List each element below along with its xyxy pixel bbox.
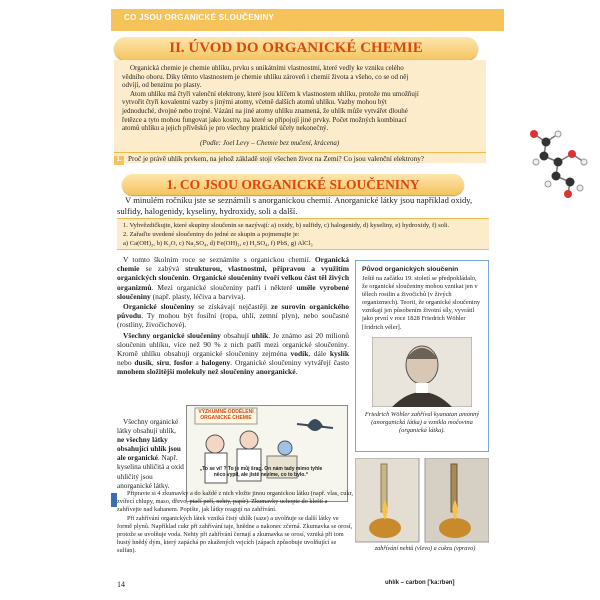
text-run-bold: ze surovin organického původu (117, 302, 349, 321)
info-box-heading: Původ organických sloučenin (362, 266, 459, 273)
intro-paragraph-1: Organická chemie je chemie uhlíku, prvku s unikátními vlastnostmi, které vedly ke vzniku celého vědního oboru. Díky těmto vlastnostem je chemie uhlíku zároveň i chemií života a všeho, co se od něj odvíjí, od benzinu po plasty. (122, 64, 409, 90)
task-line-3: a) Ca(OH)₂, b) K₂O, c) Na₂SO₄, d) Fe(OH)₃, e) H₂SO₄, f) PbS, g) AlCl₃ (123, 240, 313, 247)
text-run: a (192, 358, 202, 368)
text-run-bold: ne všechny látky obsahující uhlík jsou ale organické (117, 436, 181, 463)
question-text: Proč je právě uhlík prvkem, na jehož základě stojí všechen život na Zemi? Co jsou valenční elektrony? (128, 155, 424, 163)
experiment-paragraph-1: Připravte si 4 zkumavky a do každé z nich vložte jinou organickou látku (např. vlas, cukr, zvířecí chlupy, maso, dřevo, ptačí peří, nehty, papír). Zkumavky uchopte do kleští a zahřívejte nad kahanem. Popište, jak látky reagují na zahřívání. (117, 490, 353, 514)
intro-text (122, 64, 422, 133)
text-run: . Ty mohou být fosilní (ropa, uhlí, zemní plyn), nebo současné (rostliny, živočichové). (117, 311, 349, 330)
intro-source: (Podle: Joel Levy – Chemie bez mučení, krácena) (200, 139, 340, 147)
text-run: obsahují (220, 330, 252, 340)
text-run-bold: Všechny organické sloučeniny (123, 330, 221, 340)
chapter-title: II. ÚVOD DO ORGANICKÉ CHEMIE (169, 40, 423, 56)
running-header (111, 9, 504, 31)
text-run: se získávají nejčastěji (194, 302, 271, 312)
text-run-bold: mnohem složitější molekuly než sloučeniny anorganické (117, 367, 296, 377)
text-run-bold: strukturou, vlastnostmi, přípravou a využitím organických sloučenin (117, 264, 349, 283)
text-run-bold: Organická chemie (117, 255, 349, 274)
glossary-term: uhlík – carbon ['ka:rbən] (385, 580, 455, 586)
body-paragraph-2 (117, 302, 349, 330)
text-run-bold: Organické sloučeniny tvoří velkou část těl živých organizmů (117, 273, 350, 292)
text-run: . (295, 367, 298, 377)
text-run: , dále (308, 349, 330, 359)
text-run: . Organické sloučeniny vytvářejí často (230, 358, 350, 368)
task-line-1: 1. Vyhvězdičkujte, které skupiny sloučenin se nazývají: a) oxidy, b) sulfidy, c) halogenidy, d) kyseliny, e) hydroxidy, f) soli. (123, 222, 450, 229)
text-run-bold: uměle vyrobené sloučeniny (117, 282, 350, 301)
question-number: 1. (114, 156, 124, 165)
text-run: . Mezi organické sloučeniny patří i některé (151, 282, 297, 292)
text-run: . (188, 273, 193, 283)
text-run: , (169, 358, 174, 368)
portrait-caption: Friedrich Wöhler zahříval kyanatan amonný (anorganická látka) a vznikla močovina (organická látka). (364, 411, 480, 435)
text-run-bold: dusík (134, 358, 152, 368)
experiment-paragraph-2: Při zahřívání organických látek vzniká čistý uhlík (saze) a uvolňuje se další látky ve formě plynů. Například cukr při zahřívání taje, hnědne a nakonec zčerná. Zkumavka se orosí, protože se uvolňuje voda. Nehty při zahřívání černají a zkumavka se orosí, vzniká při tom hustý hnědý dým, který zapáchá po zkažených vejcích (zápach způsobuje uvolňující se sulfan). (117, 514, 353, 555)
cartoon-illustration (186, 405, 348, 502)
text-run: se zabývá (139, 264, 186, 274)
text-run-bold: síru (156, 358, 170, 368)
experiment-text (117, 490, 353, 556)
main-column (117, 255, 349, 378)
text-run: Všechny organické látky obsahují uhlík, (117, 418, 179, 436)
page-number: 14 (117, 580, 125, 589)
text-run: (např. plasty, léčiva a barviva). (150, 291, 246, 301)
text-run: V tomto školním roce se seznámíte s organickou chemií. (123, 255, 315, 264)
text-run: , (151, 358, 157, 368)
section-banner (122, 174, 464, 195)
text-run: . Je známo asi 20 milionů sloučenin uhlíku, více než 90 % z nich patří mezi organické sloučeniny. Kromě uhlíku obsahují organické sloučeniny zejména (117, 330, 349, 359)
side-column (117, 418, 184, 491)
section-title: 1. CO JSOU ORGANICKÉ SLOUČENINY (166, 177, 420, 192)
intro-paragraph-2: Atom uhlíku má čtyři valenční elektrony, které jsou klíčem k vlastnostem uhlíku, protože mu umožňují vytvořit čtyři kovalentní vazby s jinými atomy, včetně dalších atomů uhlíku. Vazby mohou být jednoduché, dvojné nebo trojné. Vázání na jiné atomy uhlíku znamená, že uhlík může vytvářet dlouhé řetězce a tyto mohou fungovat jako kostry, na které se připojují jiné prvky. Počet možných kombinací atomů uhlíku a jejich přívěsků je pro všechny praktické účely nekonečný. (122, 89, 419, 133)
text-run: . Např. kyselina uhličitá a oxid uhličitý jsou anorganické látky. (117, 454, 184, 490)
intro-paragraph: V minulém ročníku jste se seznámili s anorganickou chemií. Anorganické látky jsou například oxidy, sulfidy, halogenidy, kyseliny, hydroxidy, soli a další. (117, 195, 473, 216)
running-header-title: CO JSOU ORGANICKÉ SLOUČENINY (124, 13, 275, 22)
text-run-bold: Organické sloučeniny (123, 302, 195, 312)
text-run-bold: halogeny (201, 358, 231, 368)
body-paragraph-3 (117, 331, 349, 377)
task-line-2: 2. Zařaďte uvedené sloučeniny do jedné ze skupin a pojmenujte je: (123, 231, 300, 238)
info-box-body: Ještě na začátku 19. století se předpokládalo, že organické sloučeniny mohou vznikat jen v tělech rostlin a živočichů (v živých organizmech). Teorii, že organické sloučeniny vznikají jen působením životní síly, vyvrátil jako první v roce 1828 Friedrich Wöhler [fridrich véler]. (362, 275, 481, 331)
experiment-photos (355, 458, 489, 553)
chapter-banner (114, 37, 478, 60)
cartoon-caption: „To se ví! ? To je můj šrag. On nám tady mimo tyhle něco vypil, ale jistě nevíme, co to bylo.“ (199, 466, 323, 478)
cartoon-sign: VÝZKUMNÉ ODDĚLENÍ ORGANICKÉ CHEMIE (198, 409, 254, 421)
portrait-image (372, 337, 472, 407)
body-paragraph-4 (117, 418, 184, 491)
intro-box (114, 60, 486, 163)
question-row (114, 152, 486, 167)
text-run: nebo (117, 358, 135, 368)
info-box (355, 260, 489, 452)
text-run-bold: kyslík (329, 349, 349, 359)
text-run-bold: vodík (290, 349, 309, 359)
molecule-model-illustration (524, 122, 596, 204)
text-run-bold: fosfor (173, 358, 193, 368)
task-box (117, 218, 489, 250)
photos-caption: zahřívání nehtů (vlevo) a cukru (vpravo) (374, 545, 476, 552)
text-run-bold: uhlík (251, 330, 269, 340)
body-paragraph-1 (117, 255, 349, 301)
